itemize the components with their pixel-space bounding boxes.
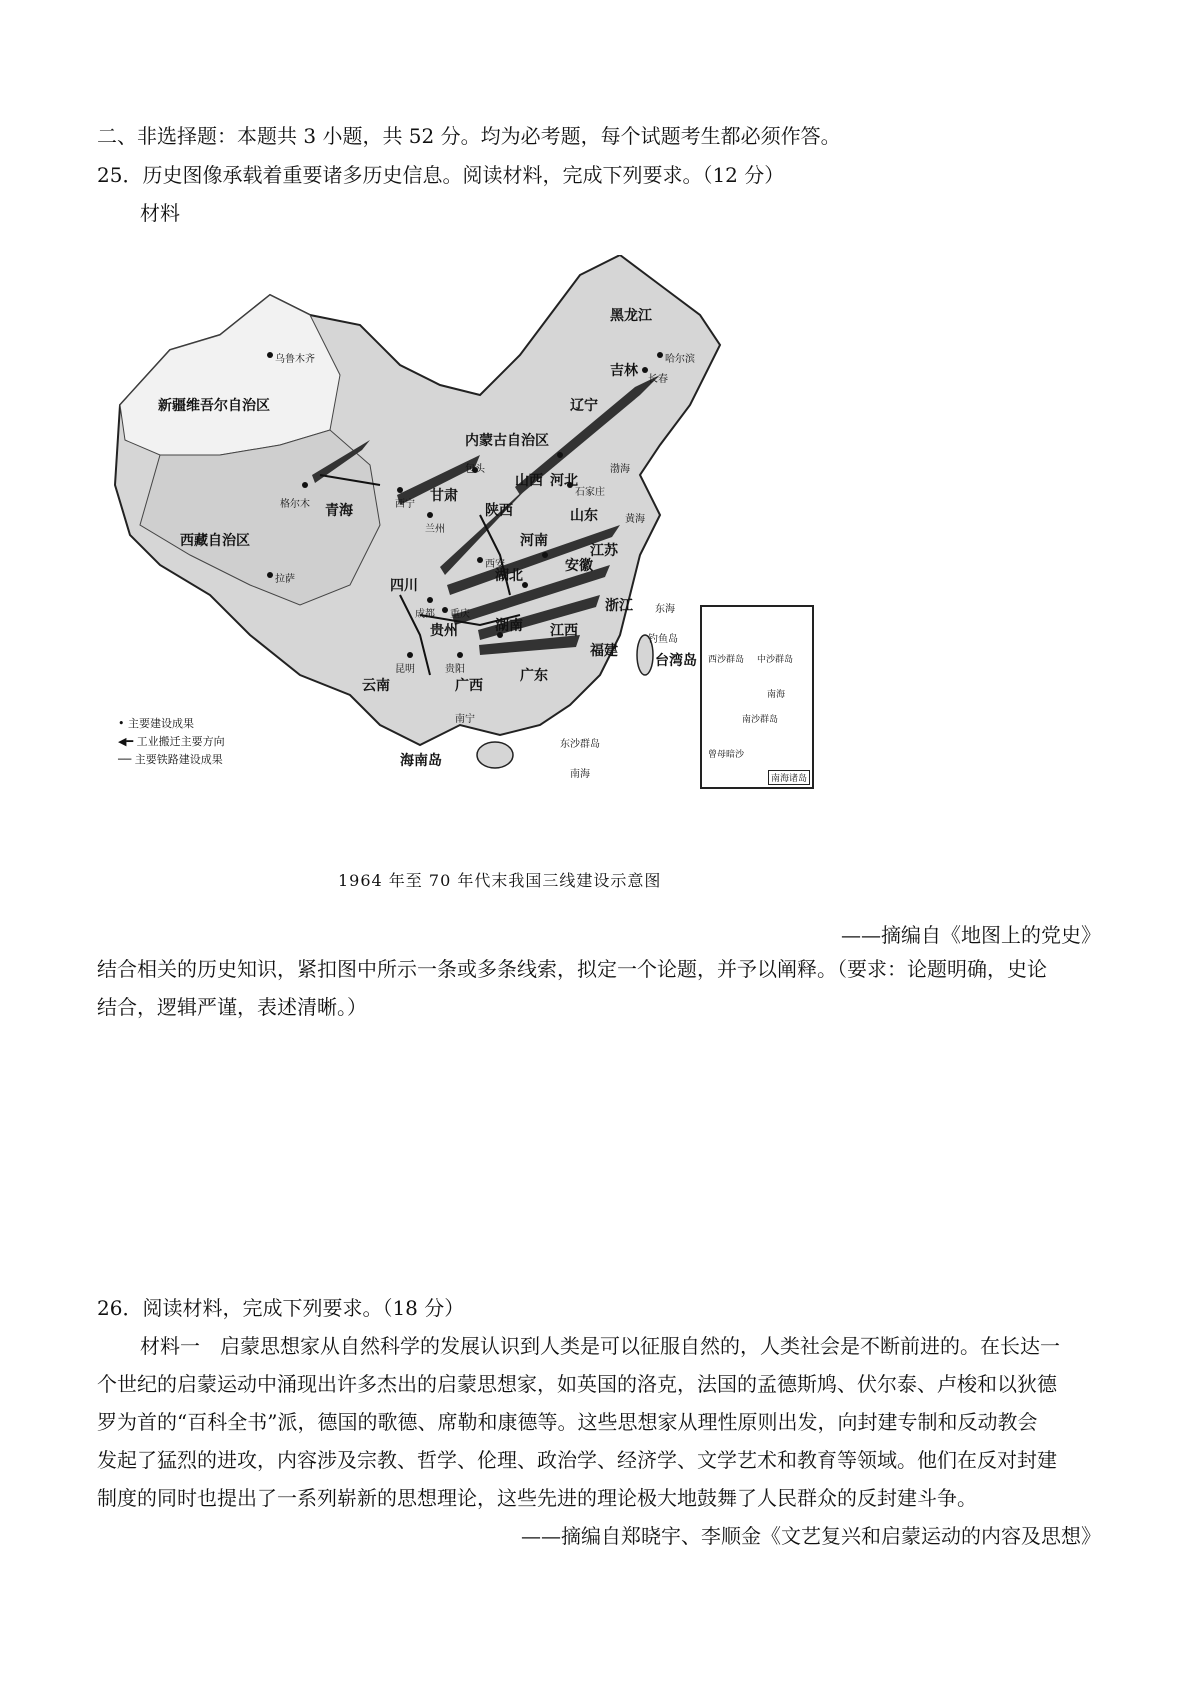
label-sichuan: 四川 (390, 578, 418, 594)
legend-construction-dot: • 主要建设成果 (118, 717, 194, 730)
inset-caption: 南海诸岛 (768, 770, 810, 785)
label-jilin: 吉林 (610, 363, 638, 379)
city-dot (477, 557, 483, 563)
label-zhejiang: 浙江 (605, 598, 633, 614)
city-dot (442, 607, 448, 613)
q25-prompt-line2: 结合，逻辑严谨，表述清晰。） (97, 995, 367, 1019)
label-shaanxi: 陕西 (485, 503, 513, 519)
china-third-front-map (100, 255, 880, 855)
label-tibet: 西藏自治区 (180, 533, 250, 549)
q26-material1-line5: 制度的同时也提出了一系列崭新的思想理论，这些先进的理论极大地鼓舞了人民群众的反封建斗争。 (97, 1486, 977, 1510)
xinjiang-region (120, 295, 340, 455)
legend-migration-arrow: ◀━ 工业搬迁主要方向 (118, 735, 225, 748)
city-chongqing: 重庆 (450, 609, 470, 620)
label-qinghai: 青海 (325, 503, 353, 519)
q26-material1-line4: 发起了猛烈的进攻，内容涉及宗教、哲学、伦理、政治学、经济学、文学艺术和教育等领域。他们在反对封建 (97, 1448, 1057, 1472)
dongsha-islands: 东沙群岛 (560, 739, 600, 750)
south-china-sea-inset (700, 605, 814, 789)
q25-stem: 25．历史图像承载着重要诸多历史信息。阅读材料，完成下列要求。（12 分） (97, 163, 785, 187)
city-dot (457, 652, 463, 658)
city-dot (557, 452, 563, 458)
q26-material1-line1: 材料一 启蒙思想家从自然科学的发展认识到人类是可以征服自然的，人类社会是不断前进的。在长达一 (140, 1334, 1060, 1358)
label-jiangxi: 江西 (550, 623, 578, 639)
city-nanning: 南宁 (455, 714, 475, 725)
q25-source: ——摘编自《地图上的党史》 (841, 923, 1101, 947)
label-jiangsu: 江苏 (590, 543, 618, 559)
city-lhasa: 拉萨 (275, 574, 295, 585)
section-heading: 二、非选择题：本题共 3 小题，共 52 分。均为必考题，每个试题考生都必须作答。 (97, 124, 841, 148)
inset-nansha: 南沙群岛 (742, 715, 779, 725)
city-xian: 西安 (485, 559, 505, 570)
city-baotou: 包头 (465, 464, 485, 475)
hainan-island (477, 742, 513, 768)
label-taiwan: 台湾岛 (655, 653, 697, 669)
city-shijiazhuang: 石家庄 (575, 487, 605, 498)
label-guangxi: 广西 (455, 678, 483, 694)
q26-material1-line2: 个世纪的启蒙运动中涌现出许多杰出的启蒙思想家，如英国的洛克，法国的孟德斯鸠、伏尔泰、卢梭和以狄德 (97, 1372, 1057, 1396)
label-heilongjiang: 黑龙江 (610, 308, 652, 324)
label-hainan: 海南岛 (400, 753, 442, 769)
city-dot (407, 652, 413, 658)
city-urumqi: 乌鲁木齐 (275, 354, 315, 365)
map-caption: 1964 年至 70 年代末我国三线建设示意图 (338, 871, 662, 890)
label-yunnan: 云南 (362, 678, 390, 694)
city-harbin: 哈尔滨 (665, 354, 695, 365)
city-changchun: 长春 (648, 374, 668, 385)
inset-nanhai: 南海 (767, 690, 786, 700)
city-kunming: 昆明 (395, 664, 415, 675)
legend-railway: ── 主要铁路建设成果 (118, 753, 223, 766)
city-dot (657, 352, 663, 358)
city-dot (267, 572, 273, 578)
sea-huanghai: 黄海 (625, 514, 645, 525)
label-gansu: 甘肃 (430, 488, 458, 504)
q25-material-label: 材料 (140, 201, 180, 225)
inset-zhongsha: 中沙群岛 (757, 655, 794, 665)
city-dot (427, 597, 433, 603)
city-dot (542, 552, 548, 558)
diaoyu-island: 钓鱼岛 (648, 634, 678, 645)
city-dot (302, 482, 308, 488)
sea-donghai: 东海 (655, 604, 675, 615)
city-xining: 西宁 (395, 499, 415, 510)
city-dot (397, 487, 403, 493)
label-shandong: 山东 (570, 508, 598, 524)
label-xinjiang: 新疆维吾尔自治区 (158, 398, 270, 414)
label-fujian: 福建 (590, 643, 618, 659)
label-anhui: 安徽 (565, 558, 593, 574)
city-dot (267, 352, 273, 358)
inset-zengmu: 曾母暗沙 (708, 750, 745, 760)
label-hubei: 湖北 (495, 568, 523, 584)
label-liaoning: 辽宁 (570, 398, 598, 414)
q25-prompt-line1: 结合相关的历史知识，紧扣图中所示一条或多条线索，拟定一个论题，并予以阐释。（要求：论题明确，史论 (97, 957, 1047, 981)
q26-stem: 26．阅读材料，完成下列要求。（18 分） (97, 1296, 465, 1320)
label-guangdong: 广东 (520, 668, 548, 684)
city-lanzhou: 兰州 (425, 524, 445, 535)
sea-bohai: 渤海 (610, 464, 630, 475)
city-guiyang: 贵阳 (445, 664, 465, 675)
city-chengdu: 成都 (415, 609, 435, 620)
sea-nanhai: 南海 (570, 769, 590, 780)
inset-xisha: 西沙群岛 (708, 655, 745, 665)
city-dot (427, 512, 433, 518)
q26-material1-line3: 罗为首的“百科全书”派，德国的歌德、席勒和康德等。这些思想家从理性原则出发，向封建专制和反动教会 (97, 1410, 1038, 1434)
label-hunan: 湖南 (495, 618, 523, 634)
label-henan: 河南 (520, 533, 548, 549)
label-neimenggu: 内蒙古自治区 (465, 433, 549, 449)
q26-source: ——摘编自郑晓宇、李顺金《文艺复兴和启蒙运动的内容及思想》 (521, 1524, 1101, 1548)
label-hebei: 河北 (550, 473, 578, 489)
label-guizhou: 贵州 (430, 623, 458, 639)
city-golmud: 格尔木 (280, 499, 310, 510)
label-shanxi: 山西 (515, 473, 543, 489)
